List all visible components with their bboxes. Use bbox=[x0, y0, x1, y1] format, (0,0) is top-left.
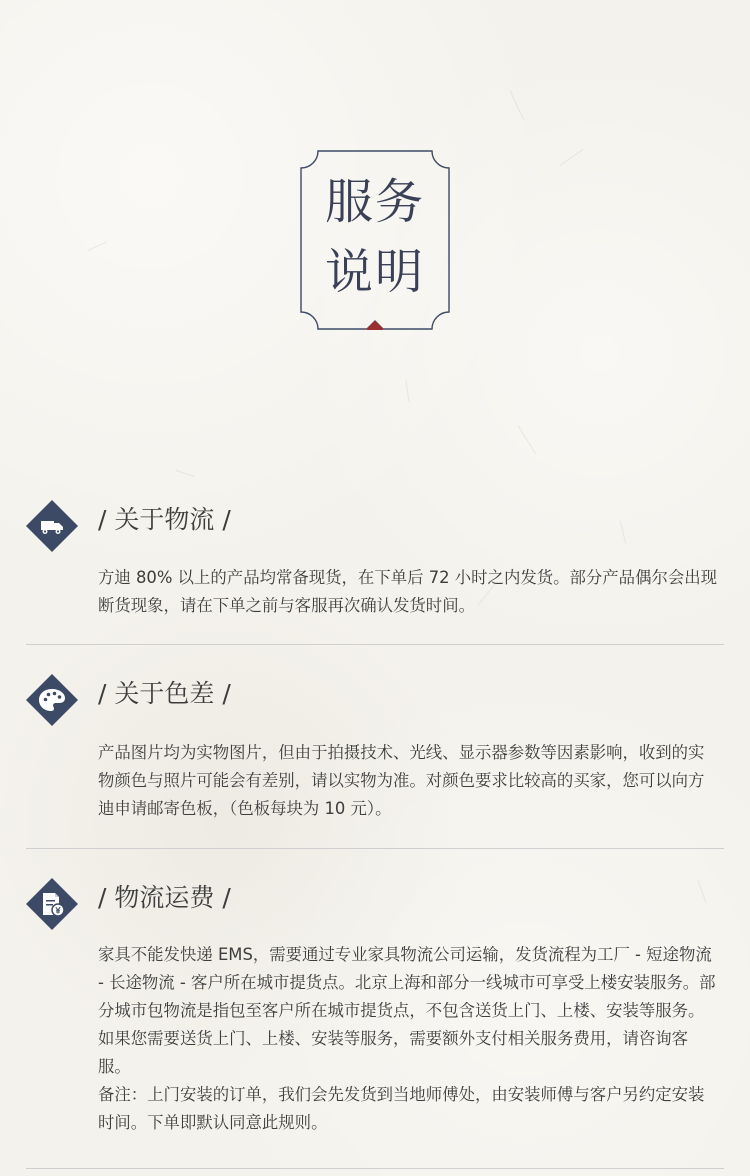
section-heading: / 物流运费 / bbox=[98, 883, 231, 912]
section-divider bbox=[26, 1168, 724, 1169]
section-paragraph: 方迪 80% 以上的产品均常备现货，在下单后 72 小时之内发货。部分产品偶尔会出现断货现象，请在下单之前与客服再次确认发货时间。 bbox=[98, 568, 718, 615]
palette-icon bbox=[26, 674, 78, 726]
page-title-line-2: 说明 bbox=[324, 244, 425, 300]
section-body bbox=[98, 564, 718, 620]
section-body bbox=[98, 941, 718, 1137]
title-badge bbox=[300, 150, 450, 330]
section-paragraph: 备注：上门安装的订单，我们会先发货到当地师傅处，由安装师傅与客户另约定安装时间。下单即默认同意此规则。 bbox=[98, 1085, 705, 1132]
section-heading: / 关于色差 / bbox=[98, 679, 231, 708]
section-divider bbox=[26, 644, 724, 645]
section-body bbox=[98, 739, 718, 823]
shipping-fee-icon bbox=[26, 878, 78, 930]
section-heading: / 关于物流 / bbox=[98, 505, 231, 534]
section-paragraph: 家具不能发快递 EMS，需要通过专业家具物流公司运输，发货流程为工厂 - 短途物流 - 长途物流 - 客户所在城市提货点。北京上海和部分一线城市可享受上楼安装服务。部分城市包物流是指包至客户所在城市提货点，不包含送货上门、上楼、安装等服务。如果您需要送货上门、上楼、安装等服务，需要额外支付相关服务费用，请咨询客服。 bbox=[98, 945, 716, 1076]
section-divider bbox=[26, 848, 724, 849]
section-paragraph: 产品图片均为实物图片，但由于拍摄技术、光线、显示器参数等因素影响，收到的实物颜色与照片可能会有差别，请以实物为准。对颜色要求比较高的买家，您可以向方迪申请邮寄色板，（色板每块为 10 元）。 bbox=[98, 743, 705, 818]
truck-icon bbox=[26, 500, 78, 552]
page-title-line-1: 服务 bbox=[324, 174, 425, 230]
